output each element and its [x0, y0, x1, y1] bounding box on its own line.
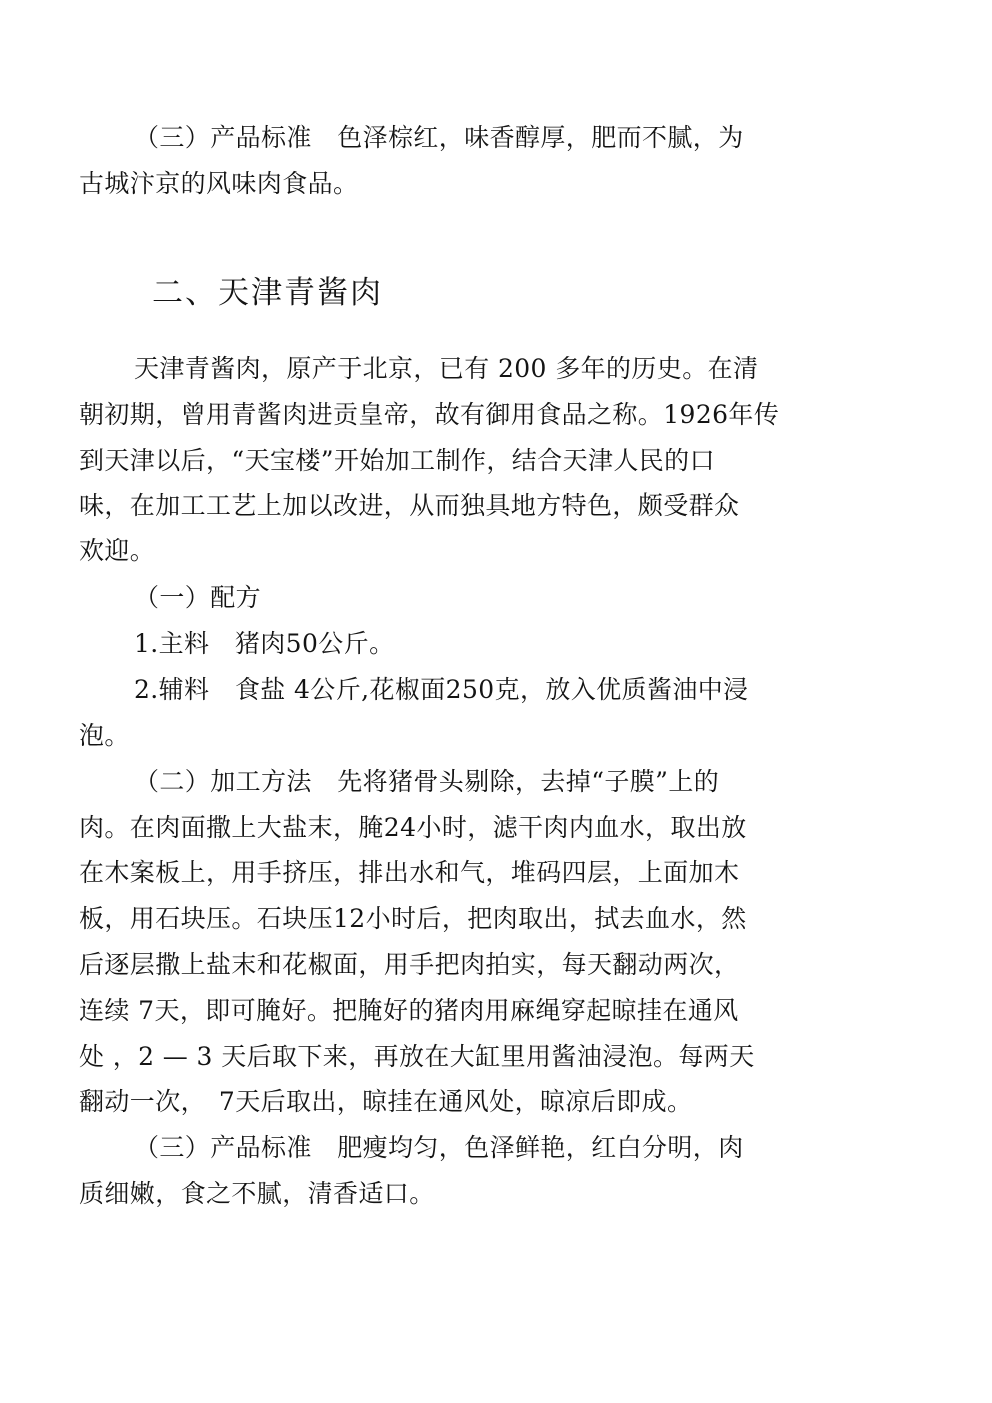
prev-standard-line-2: 古城汴京的风味肉食品。	[79, 169, 359, 198]
standard-line-2: 质细嫩，食之不腻，清香适口。	[79, 1179, 435, 1208]
intro-line-1: 天津青酱肉，原产于北京，已有 200 多年的历史。在清	[134, 354, 759, 383]
formula-auxiliary-line-2: 泡。	[79, 721, 130, 750]
formula-main-ingredient: 1.主料 猪肉50公斤。	[134, 629, 395, 658]
section-heading: 二、天津青酱肉	[152, 275, 383, 311]
formula-auxiliary-line-1: 2.辅料 食盐 4公斤,花椒面250克，放入优质酱油中浸	[134, 675, 749, 704]
method-line-2: 肉。在肉面撒上大盐末，腌24小时，滤干肉内血水，取出放	[79, 813, 747, 842]
intro-line-3: 到天津以后，“天宝楼”开始加工制作，结合天津人民的口	[79, 446, 715, 475]
method-line-1: （二）加工方法 先将猪骨头剔除，去掉“子膜”上的	[134, 767, 720, 796]
intro-line-4: 味，在加工工艺上加以改进，从而独具地方特色，颇受群众	[79, 491, 740, 520]
standard-line-1: （三）产品标准 肥瘦均匀，色泽鲜艳，红白分明，肉	[134, 1133, 744, 1162]
prev-standard-line-1: （三）产品标准 色泽棕红，味香醇厚，肥而不腻，为	[134, 123, 744, 152]
method-line-6: 连续 7天，即可腌好。把腌好的猪肉用麻绳穿起晾挂在通风	[79, 996, 739, 1025]
intro-line-2: 朝初期，曾用青酱肉进贡皇帝，故有御用食品之称。1926年传	[79, 400, 780, 429]
method-line-8: 翻动一次， 7天后取出，晾挂在通风处，晾凉后即成。	[79, 1087, 693, 1116]
method-line-4: 板，用石块压。石块压12小时后，把肉取出，拭去血水，然	[79, 904, 747, 933]
method-line-5: 后逐层撒上盐末和花椒面，用手把肉拍实，每天翻动两次，	[79, 950, 740, 979]
method-line-7: 处 ，2 — 3 天后取下来，再放在大缸里用酱油浸泡。每两天	[79, 1042, 755, 1071]
intro-line-5: 欢迎。	[79, 536, 156, 565]
formula-title: （一）配方	[134, 583, 262, 612]
method-line-3: 在木案板上，用手挤压，排出水和气，堆码四层，上面加木	[79, 858, 740, 887]
